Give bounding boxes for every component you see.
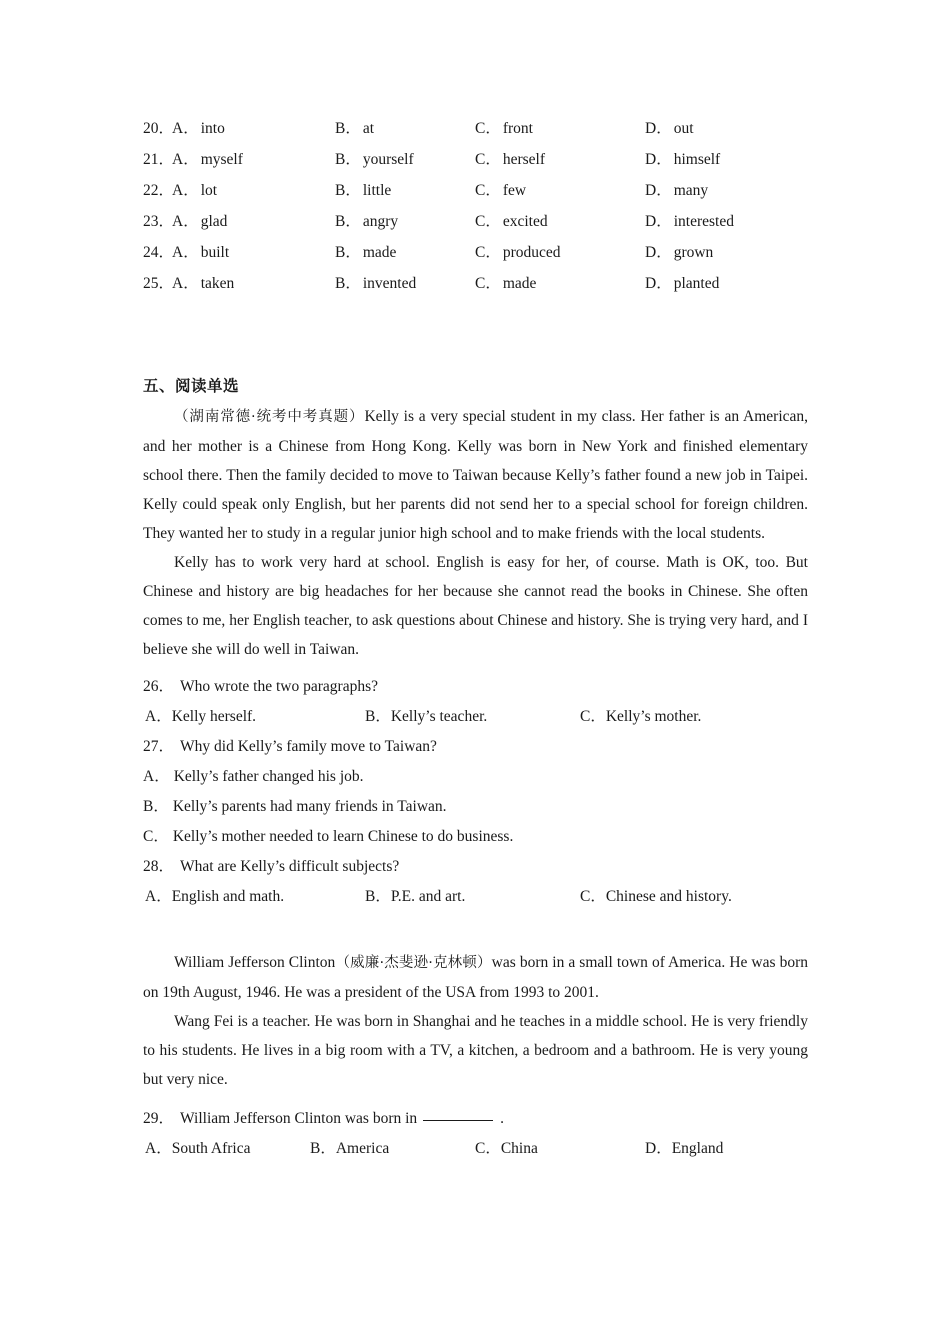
question-number: 20． <box>143 120 175 137</box>
chinese-gloss: （威廉·杰斐逊·克林顿） <box>335 955 492 971</box>
cloze-option-a[interactable] <box>172 237 229 268</box>
passage-two-paragraph-two: Wang Fei is a teacher. He was born in Shanghai and he teaches in a middle school. He is very friendly to his students. He lives in a big room with a TV, a kitchen, a bedroom and a bathroom. He is very young but very nice. <box>143 1013 808 1088</box>
spacer <box>143 912 808 948</box>
passage-one-paragraph-two: Kelly has to work very hard at school. English is easy for her, of course. Math is OK, too. But Chinese and history are big headaches for her because she cannot read the books in Chinese. She often comes to me, her English teacher, to ask questions about Chinese and history. She is trying very hard, and I believe she will do well in Taiwan. <box>143 554 808 658</box>
option-label: D． <box>645 151 672 168</box>
option-text: himself <box>673 151 721 168</box>
question-text: Why did Kelly’s family move to Taiwan? <box>180 738 437 755</box>
option-label: C． <box>580 888 606 905</box>
option-text: taken <box>200 275 235 292</box>
cloze-option-a[interactable] <box>172 113 225 144</box>
option-text: England <box>671 1140 724 1157</box>
option-text: many <box>673 182 709 199</box>
option-text: Kelly’s mother. <box>605 708 702 725</box>
option-label: D． <box>645 244 672 261</box>
option-text: glad <box>200 213 228 230</box>
question-number: 25． <box>143 275 175 292</box>
question-number: 22． <box>143 182 175 199</box>
option-text: angry <box>362 213 399 230</box>
option-label: A． <box>145 708 172 725</box>
option-text: interested <box>673 213 734 230</box>
option-label: A． <box>172 182 199 199</box>
option-text: Kelly’s father changed his job. <box>173 768 364 785</box>
option-text: at <box>362 120 375 137</box>
option-text: into <box>200 120 225 137</box>
option-text: out <box>673 120 694 137</box>
option-text: Chinese and history. <box>605 888 732 905</box>
passage-one-paragraph-one <box>143 402 808 548</box>
question-27 <box>143 732 808 762</box>
option-label: C． <box>475 182 501 199</box>
option-label: B． <box>335 213 361 230</box>
cloze-option-d[interactable] <box>645 144 720 175</box>
option-label: D． <box>645 275 672 292</box>
option-text: excited <box>502 213 548 230</box>
spacer <box>143 1094 808 1104</box>
question-number: 23． <box>143 213 175 230</box>
option-text: yourself <box>362 151 414 168</box>
cloze-row <box>143 206 808 237</box>
option-label: B． <box>335 120 361 137</box>
option-b[interactable] <box>365 702 487 732</box>
option-text: P.E. and art. <box>390 888 466 905</box>
question-27-option-b[interactable] <box>143 792 808 822</box>
option-text: little <box>362 182 392 199</box>
cloze-option-b[interactable] <box>335 175 391 206</box>
cloze-option-c[interactable] <box>475 144 545 175</box>
option-text: front <box>502 120 533 137</box>
option-text: Kelly’s mother needed to learn Chinese to do business. <box>172 828 514 845</box>
option-a[interactable] <box>145 1134 250 1164</box>
cloze-option-b[interactable] <box>335 113 374 144</box>
cloze-options-block <box>143 0 808 299</box>
question-27-option-a[interactable] <box>143 762 808 792</box>
option-text: invented <box>362 275 417 292</box>
option-label: A． <box>172 275 199 292</box>
option-text: herself <box>502 151 546 168</box>
cloze-option-d[interactable] <box>645 237 713 268</box>
option-label: D． <box>645 182 672 199</box>
passage-text: Kelly is a very special student in my class. Her father is an American, and her mother is a Chinese from Hong Kong. Kelly was born in New York and finished elementary school there. Then the family decided to move to Taiwan because Kelly’s father found a new job in Taipei. Kelly could speak only English, but her parents did not send her to a special school for foreign children. They wanted her to study in a regular junior high school and to make friends with the local students. <box>143 408 809 542</box>
cloze-option-b[interactable] <box>335 237 396 268</box>
cloze-option-c[interactable] <box>475 113 533 144</box>
cloze-option-c[interactable] <box>475 237 561 268</box>
option-text: America <box>335 1140 390 1157</box>
option-text: made <box>362 244 397 261</box>
question-27-option-c[interactable] <box>143 822 808 852</box>
option-text: Kelly herself. <box>171 708 257 725</box>
option-text: planted <box>673 275 720 292</box>
option-label: C． <box>580 708 606 725</box>
passage-text-after: was born in a small town of America. He was born on 19th August, 1946. He was a president of the USA from 1993 to 2001. <box>143 954 808 1001</box>
option-label: B． <box>335 275 361 292</box>
option-label: A． <box>172 244 199 261</box>
option-text: Kelly’s parents had many friends in Taiwan. <box>172 798 447 815</box>
option-text: Kelly’s teacher. <box>390 708 488 725</box>
question-text-end: . <box>500 1110 505 1127</box>
cloze-option-c[interactable] <box>475 268 536 299</box>
option-label: B． <box>335 244 361 261</box>
option-text: lot <box>200 182 218 199</box>
option-text: built <box>200 244 230 261</box>
question-number: 28． <box>143 858 175 875</box>
passage-two-paragraph-one <box>143 948 808 1007</box>
option-text: grown <box>673 244 714 261</box>
option-label: B． <box>365 708 391 725</box>
question-29 <box>143 1104 808 1134</box>
cloze-option-d[interactable] <box>645 175 708 206</box>
option-b[interactable] <box>310 1134 389 1164</box>
option-label: B． <box>365 888 391 905</box>
question-29-options <box>143 1134 808 1164</box>
option-label: C． <box>475 275 501 292</box>
option-text: China <box>500 1140 538 1157</box>
option-label: C． <box>475 213 501 230</box>
option-label: C． <box>475 1140 501 1157</box>
option-label: B． <box>335 182 361 199</box>
cloze-row <box>143 113 808 144</box>
question-number: 26． <box>143 678 175 695</box>
option-label: C． <box>143 828 169 845</box>
cloze-option-d[interactable] <box>645 113 694 144</box>
option-text: few <box>502 182 527 199</box>
question-26 <box>143 672 808 702</box>
option-a[interactable] <box>145 882 284 912</box>
question-28-options <box>143 882 808 912</box>
question-26-options <box>143 702 808 732</box>
cloze-option-b[interactable] <box>335 206 398 237</box>
spacer <box>143 664 808 672</box>
cloze-option-a[interactable] <box>172 206 227 237</box>
cloze-option-a[interactable] <box>172 175 217 206</box>
option-label: A． <box>172 151 199 168</box>
option-label: B． <box>143 798 169 815</box>
option-label: A． <box>172 120 199 137</box>
option-label: A． <box>143 768 170 785</box>
option-label: C． <box>475 244 501 261</box>
cloze-option-c[interactable] <box>475 206 548 237</box>
cloze-option-b[interactable] <box>335 144 414 175</box>
option-text: made <box>502 275 537 292</box>
passage-text-before: William Jefferson Clinton <box>174 954 336 971</box>
question-number: 24． <box>143 244 175 261</box>
cloze-row <box>143 268 808 299</box>
option-label: A． <box>145 888 172 905</box>
question-text: What are Kelly’s difficult subjects? <box>180 858 400 875</box>
option-label: B． <box>310 1140 336 1157</box>
option-label: D． <box>645 120 672 137</box>
cloze-option-c[interactable] <box>475 175 526 206</box>
cloze-row <box>143 144 808 175</box>
source-tag: （湖南常德·统考中考真题） <box>174 409 365 425</box>
option-c[interactable] <box>475 1134 538 1164</box>
option-c[interactable] <box>580 882 732 912</box>
section-heading: 五、阅读单选 <box>143 377 240 395</box>
cloze-option-d[interactable] <box>645 206 734 237</box>
option-d[interactable] <box>645 1134 723 1164</box>
option-label: C． <box>475 120 501 137</box>
option-label: D． <box>645 1140 672 1157</box>
cloze-option-a[interactable] <box>172 144 243 175</box>
option-label: A． <box>145 1140 172 1157</box>
option-label: D． <box>645 213 672 230</box>
answer-blank[interactable] <box>423 1107 493 1121</box>
option-text: English and math. <box>171 888 285 905</box>
cloze-row <box>143 175 808 206</box>
cloze-option-d[interactable] <box>645 268 719 299</box>
question-text: William Jefferson Clinton was born in <box>180 1110 418 1127</box>
cloze-option-a[interactable] <box>172 268 234 299</box>
option-label: A． <box>172 213 199 230</box>
option-label: B． <box>335 151 361 168</box>
cloze-option-b[interactable] <box>335 268 416 299</box>
option-a[interactable] <box>145 702 256 732</box>
option-b[interactable] <box>365 882 465 912</box>
option-text: South Africa <box>171 1140 251 1157</box>
question-text: Who wrote the two paragraphs? <box>180 678 378 695</box>
question-number: 27． <box>143 738 175 755</box>
option-label: C． <box>475 151 501 168</box>
question-number: 29． <box>143 1110 175 1127</box>
option-text: myself <box>200 151 243 168</box>
question-number: 21． <box>143 151 175 168</box>
option-text: produced <box>502 244 561 261</box>
question-28 <box>143 852 808 882</box>
document-page <box>143 0 808 1164</box>
option-c[interactable] <box>580 702 701 732</box>
cloze-row <box>143 237 808 268</box>
